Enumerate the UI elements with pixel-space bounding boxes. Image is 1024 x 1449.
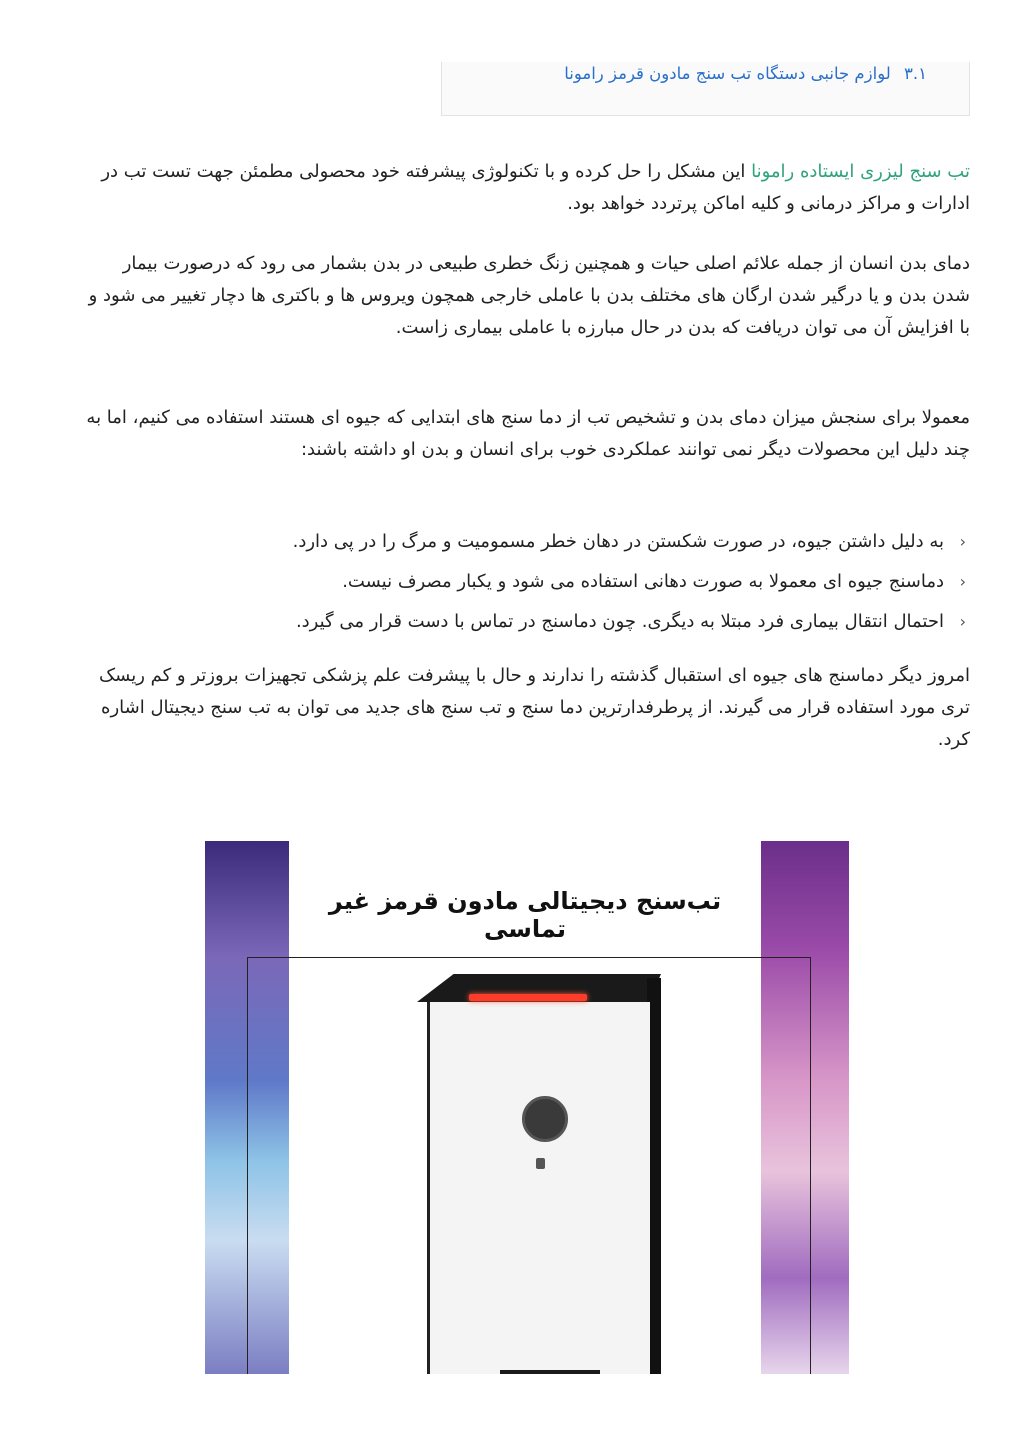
camera-icon bbox=[522, 1096, 568, 1142]
list-item bbox=[82, 602, 970, 642]
intro-paragraph bbox=[82, 156, 970, 220]
digital-thermometer-paragraph: امروز دیگر دماسنج های جیوه ای استقبال گذشته را ندارند و حال با پیشرفت علم پزشکی تجهیزات بروزتر و کم ریسک تری مورد استفاده قرار می گیرند. از پرطرفدارترین دما سنج و تب سنج های جدید می توان به تب سنج دیجیتال اشاره کرد. bbox=[99, 665, 970, 750]
list-item-text: به دلیل داشتن جیوه، در صورت شکستن در دهان خطر مسمومیت و مرگ را در پی دارد. bbox=[292, 531, 944, 552]
chevron-left-icon: ‹ bbox=[959, 572, 966, 591]
toc-number: ۳.۱ bbox=[904, 64, 927, 83]
list-item bbox=[82, 522, 970, 562]
sensor-icon bbox=[536, 1158, 545, 1169]
intro-paragraph-text: این مشکل را حل کرده و با تکنولوژی پیشرفته خود محصولی مطمئن جهت تست تب در ادارات و مراکز درمانی و کلیه اماکن پرتردد خواهد بود. bbox=[101, 161, 970, 214]
product-image-title: تب‌سنج دیجیتالی مادون قرمز غیر تماسی bbox=[328, 887, 722, 943]
led-strip bbox=[469, 994, 587, 1001]
drawbacks-list bbox=[82, 522, 970, 642]
product-image bbox=[205, 841, 849, 1374]
table-of-contents bbox=[441, 62, 970, 116]
toc-link-accessories[interactable] bbox=[564, 64, 927, 83]
list-item bbox=[82, 562, 970, 602]
list-item-text: دماسنج جیوه ای معمولا به صورت دهانی استفاده می شود و یکبار مصرف نیست. bbox=[342, 571, 944, 592]
list-item-text: احتمال انتقال بیماری فرد مبتلا به دیگری. چون دماسنج در تماس با دست قرار می گیرد. bbox=[295, 611, 944, 632]
mercury-thermometer-paragraph: معمولا برای سنجش میزان دمای بدن و تشخیص تب از دما سنج های ابتدایی که جیوه ای هستند استفاده می کنیم، اما به چند دلیل این محصولات دیگر نمی توانند عملکردی خوب برای انسان و بدن او داشته باشند: bbox=[86, 407, 970, 460]
body-temperature-paragraph: دمای بدن انسان از جمله علائم اصلی حیات و همچنین زنگ خطری طبیعی در بدن بشمار می رود که درصورت بیمار شدن بدن و یا درگیر شدن ارگان های مختلف بدن با عاملی خارجی همچون ویروس ها و باکتری ها دچار تغییر می شود و با افزایش آن می توان دریافت که بدن در حال مبارزه با عاملی بیماری زاست. bbox=[88, 253, 970, 338]
device-face bbox=[427, 1002, 650, 1374]
product-link[interactable]: تب سنج لیزری ایستاده رامونا bbox=[751, 161, 970, 182]
toc-label: لوازم جانبی دستگاه تب سنج مادون قرمز رامونا bbox=[564, 64, 891, 83]
thermometer-device-illustration bbox=[417, 974, 661, 1374]
chevron-left-icon: ‹ bbox=[959, 612, 966, 631]
chevron-left-icon: ‹ bbox=[959, 532, 966, 551]
device-slot bbox=[500, 1370, 600, 1374]
